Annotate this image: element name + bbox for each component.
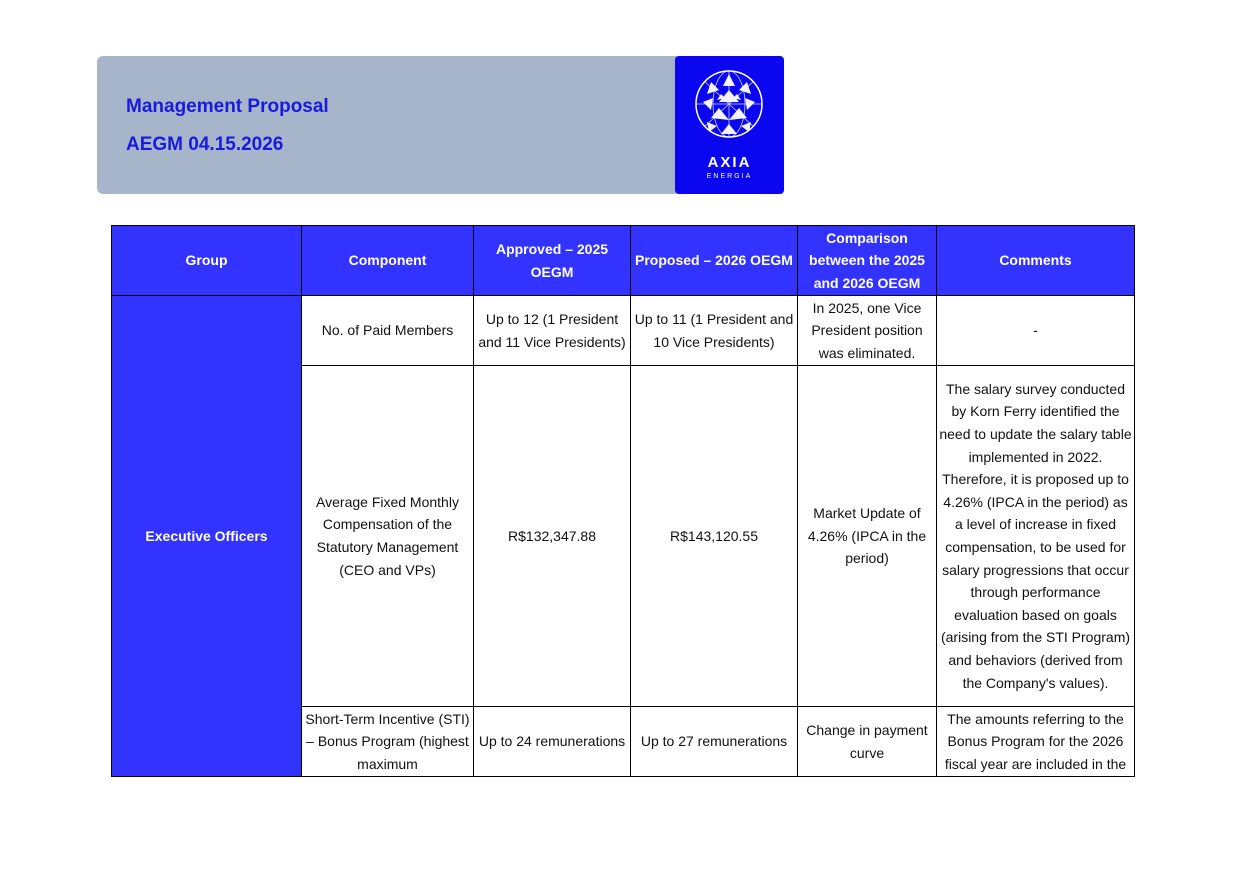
column-header: Approved – 2025 OEGM: [474, 226, 631, 296]
approved-cell: R$132,347.88: [474, 366, 631, 707]
column-header: Component: [302, 226, 474, 296]
logo-subtitle: ENERGIA: [706, 173, 753, 180]
column-header: Group: [112, 226, 302, 296]
comments-cell: -: [937, 296, 1135, 366]
column-header: Proposed – 2026 OEGM: [631, 226, 798, 296]
approved-cell: Up to 12 (1 President and 11 Vice Presidents): [474, 296, 631, 366]
comments-cell: [937, 707, 1135, 777]
table-row: [112, 296, 1135, 366]
proposed-cell: Up to 11 (1 President and 10 Vice Presidents): [631, 296, 798, 366]
group-cell: Executive Officers: [112, 296, 302, 777]
comparison-cell: Market Update of 4.26% (IPCA in the period): [798, 366, 937, 707]
component-cell: [302, 707, 474, 777]
logo-name: AXIA: [707, 154, 752, 171]
component-cell: No. of Paid Members: [302, 296, 474, 366]
proposed-cell: R$143,120.55: [631, 366, 798, 707]
column-header: Comparison between the 2025 and 2026 OEGM: [798, 226, 937, 296]
proposed-cell: Up to 27 remunerations: [631, 707, 798, 777]
compensation-table: [111, 225, 1135, 777]
column-header: Comments: [937, 226, 1135, 296]
page-subtitle: AEGM 04.15.2026: [126, 134, 284, 155]
component-cell: Average Fixed Monthly Compensation of the Statutory Management (CEO and VPs): [302, 366, 474, 707]
globe-icon: [693, 68, 765, 140]
table-header-row: [112, 226, 1135, 296]
comparison-cell: Change in payment curve: [798, 707, 937, 777]
company-logo: [675, 56, 784, 194]
approved-cell: Up to 24 remunerations: [474, 707, 631, 777]
component-text: Short-Term Incentive (STI) – Bonus Program (highest maximum: [305, 710, 470, 772]
comments-text: The amounts referring to the Bonus Program for the 2026 fiscal year are included in the: [944, 710, 1127, 772]
comparison-cell: In 2025, one Vice President position was eliminated.: [798, 296, 937, 366]
page-title: Management Proposal: [126, 96, 329, 117]
comments-cell: The salary survey conducted by Korn Ferry identified the need to update the salary table implemented in 2022. Therefore, it is proposed up to 4.26% (IPCA in the period) as a level of increase in fixed compensation, to be used for salary progressions that occur through performance evaluation based on goals (arising from the STI Program) and behaviors (derived from the Company's values).: [937, 366, 1135, 707]
header-band: [97, 56, 677, 194]
